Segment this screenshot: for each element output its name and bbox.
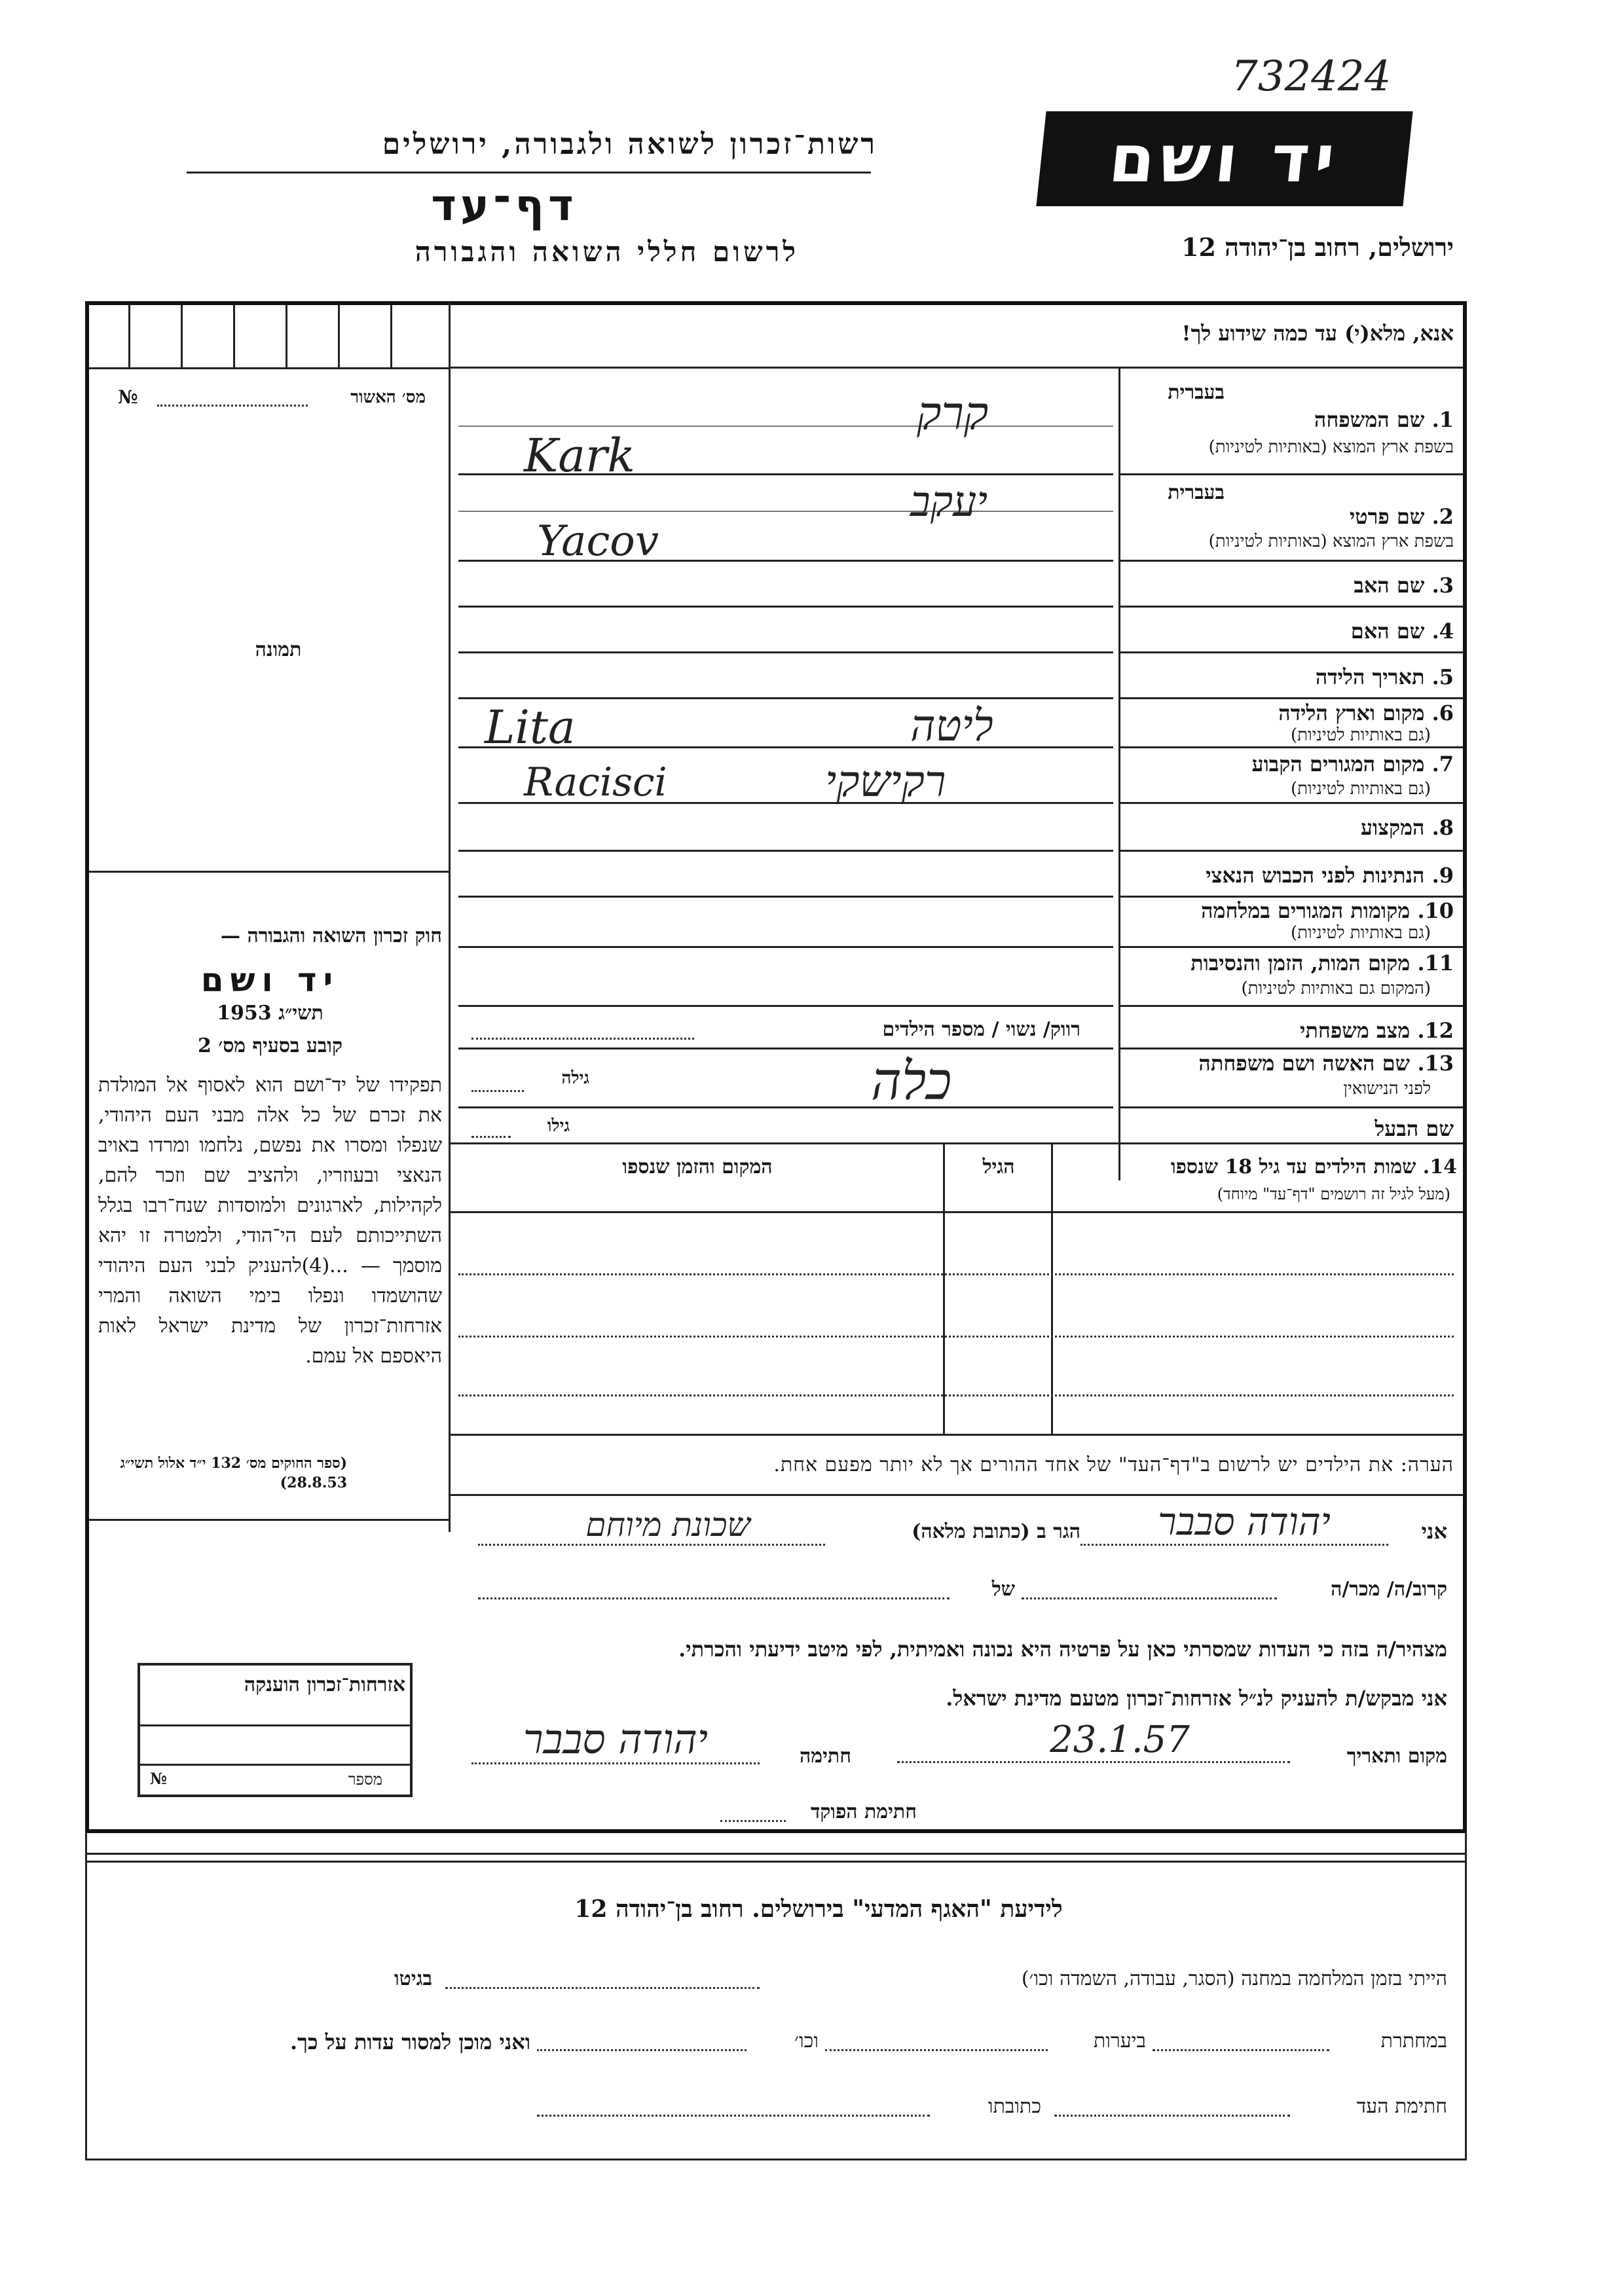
field-1-hebrew-tag: בעברית	[1168, 381, 1225, 404]
field-11-label: 11. מקום המות, הזמן והנסיבות	[1190, 951, 1454, 975]
field-6-label: 6. מקום וארץ הלידה	[1278, 701, 1454, 725]
field-10-sub: (גם באותיות לטיניות)	[1290, 923, 1431, 943]
law-clause: קובע בסעיף מס׳ 2	[197, 1034, 343, 1057]
field-7-value-latin[interactable]: Racisci	[524, 759, 667, 805]
etc-dots[interactable]	[537, 2049, 747, 2051]
citizenship-number-label: מספר	[348, 1770, 382, 1789]
forests-label: ביערות	[1093, 2030, 1146, 2052]
declarant-i-label: אני	[1421, 1519, 1447, 1544]
officer-dots[interactable]	[720, 1820, 786, 1822]
cert-no-field[interactable]	[157, 405, 308, 407]
sidebar-divider	[449, 301, 451, 1532]
camp-line: הייתי בזמן המלחמה במחנה (הסגר, עבודה, השמדה וכו׳)	[1021, 1967, 1447, 1990]
law-title: חוק זכרון השואה והגבורה —	[221, 924, 442, 947]
children-col-divider-1	[1051, 1142, 1053, 1434]
law-text: תפקידו של יד־ושם הוא לאסוף אל המולדת את זכרם של כל אלה מבני העם היהודי, שנפלו ומסרו את נפשם, נלחמו ומרדו באויב הנאצי ובעוזריו, ולהציב שם וזכר להם, לקהילות, לארגונים ולמוסדות שנח־רבו בגלל השתייכותם לעם הי־הודי, ולמטרה זו יהא מוסמך — ...(4)להעניק לבני העם היהודי שהושמדו ונפלו בימי השואה והמרי אזרחות־זכרון של מדינת ישראל לאות היאספם אל עמם.	[98, 1074, 443, 1368]
declarant-name[interactable]: יהודה סבבר	[1158, 1499, 1331, 1544]
archive-number: 732424	[1231, 52, 1392, 101]
children-col-divider-2	[943, 1142, 945, 1434]
field-2-value-latin[interactable]: Yacov	[537, 517, 659, 566]
field-7-label: 7. מקום המגורים הקבוע	[1251, 752, 1454, 776]
field-2-sub: בשפת ארץ המוצא (באותיות לטיניות)	[1208, 532, 1454, 551]
citizenship-no-sign: №	[150, 1769, 168, 1788]
field-6-value-he[interactable]: ליטה	[910, 701, 993, 751]
children-sub: (מעל לגיל זה רושמים "דף־עד" מיוחד)	[1217, 1185, 1450, 1203]
children-label: 14. שמות הילדים עד גיל 18 שנספו	[1170, 1156, 1457, 1178]
field-3-label: 3. שם האב	[1354, 573, 1454, 598]
field-13-sub: לפני הנישואין	[1343, 1079, 1431, 1099]
ready-label: ואני מוכן למסור עדות על כך.	[289, 2030, 530, 2054]
field-6-value-latin[interactable]: Lita	[485, 701, 576, 754]
declarant-name-dots	[1080, 1544, 1388, 1546]
children-age-col: הגיל	[982, 1156, 1015, 1178]
bottom-right-edge	[1465, 1833, 1467, 2160]
etc-label: וכו׳	[794, 2030, 819, 2052]
place-date-label: מקום ותאריך	[1346, 1745, 1447, 1768]
label-column-divider	[1118, 369, 1120, 1180]
declaration-text: מצהיר/ה בזה כי העדות שמסרתי כאן על פרטיה היא נכונה ואמיתית, לפי מיטב ידיעתי והכרתי.	[678, 1637, 1447, 1662]
field-10-label: 10. מקומות המגורים במלחמה	[1201, 898, 1454, 923]
relation-dots[interactable]	[1022, 1597, 1277, 1599]
no-sign: №	[118, 386, 138, 408]
of-dots[interactable]	[478, 1597, 950, 1599]
header-authority: רשות־זכרון לשואה ולגבורה, ירושלים	[382, 128, 877, 161]
logo-text: יד ושם	[1105, 120, 1344, 197]
field-1-value-he[interactable]: קרק	[917, 386, 989, 440]
address-label: כתובתו	[987, 2095, 1041, 2118]
witness-sig-label: חתימת העד	[1356, 2095, 1447, 2118]
of-label: של	[991, 1578, 1015, 1601]
field-9-label: 9. הנתינות לפני הכבוש הנאצי	[1206, 863, 1454, 888]
underground-label: במחתרת	[1380, 2030, 1447, 2052]
witness-sig-dots[interactable]	[1054, 2115, 1290, 2117]
field-12-options[interactable]: רווק/ נשוי / מספר הילדים	[882, 1018, 1080, 1041]
signature-value[interactable]: יהודה סבבר	[523, 1715, 708, 1763]
yad-vashem-logo	[1036, 111, 1412, 206]
note-text: הערה: את הילדים יש לרשום ב"דף־העד" של אחד ההורים אך לא יותר מפעם אחת.	[773, 1453, 1454, 1476]
field-2-value-he[interactable]: יעקב	[910, 478, 988, 526]
field-6-sub: (גם באותיות לטיניות)	[1290, 725, 1431, 745]
field-7-sub: (גם באותיות לטיניות)	[1290, 779, 1431, 799]
field-7-value-he[interactable]: רקישקי	[825, 756, 946, 807]
place-date-dots	[897, 1761, 1290, 1763]
ghetto-label: בגיטו	[394, 1967, 432, 1990]
declarant-address[interactable]: שכונת מיוחם	[585, 1506, 750, 1544]
camp-dots[interactable]	[445, 1987, 760, 1989]
children-row-3[interactable]	[458, 1394, 1454, 1396]
children-row-2[interactable]	[458, 1336, 1454, 1338]
photo-box-bottom	[89, 871, 449, 873]
bottom-bottom-edge	[85, 2159, 1467, 2160]
sidebar-law-bottom	[89, 1519, 451, 1521]
header-address: ירושלים, רחוב בן־יהודה 12	[1181, 232, 1454, 262]
address-dots[interactable]	[537, 2115, 930, 2117]
husband-label: שם הבעל	[1375, 1116, 1454, 1141]
cert-no-label: מס׳ האשור	[350, 388, 426, 407]
field-1-value-latin[interactable]: Kark	[524, 429, 635, 483]
husband-age-dots[interactable]	[471, 1136, 511, 1138]
instruction-rule	[451, 367, 1463, 369]
citizenship-box	[138, 1663, 413, 1797]
field-1-sub: בשפת ארץ המוצא (באותיות לטיניות)	[1208, 437, 1454, 457]
law-logo: יד ושם	[200, 961, 340, 999]
children-row-1[interactable]	[458, 1273, 1454, 1275]
field-12-label: 12. מצב משפחתי	[1300, 1018, 1454, 1043]
header-rule	[187, 172, 871, 173]
relation-label: קרוב/ה/ מכר/ה	[1331, 1578, 1447, 1601]
note-rule	[451, 1494, 1463, 1496]
date-value[interactable]: 23.1.57	[1050, 1719, 1190, 1761]
request-text: אני מבקש/ת להעניק לנ״ל אזרחות־זכרון מטעם מדינת ישראל.	[946, 1686, 1447, 1711]
field-13-label: 13. שם האשה ושם משפחתה	[1198, 1051, 1454, 1076]
field-12-dots	[471, 1038, 694, 1040]
bottom-left-edge	[85, 1833, 87, 2160]
children-header-rule	[451, 1211, 1463, 1213]
field-13-age-label: גילה	[561, 1068, 589, 1088]
declarant-resides-label: הגר ב (כתובת מלאה)	[912, 1520, 1080, 1543]
field-1-label: 1. שם המשפחה	[1314, 407, 1454, 432]
fields-bottom-rule	[451, 1142, 1463, 1144]
declarant-address-dots	[478, 1544, 825, 1546]
underground-dots[interactable]	[1153, 2049, 1329, 2051]
field-5-label: 5. תאריך הלידה	[1315, 665, 1454, 689]
photo-label: תמונה	[255, 638, 302, 661]
bottom-double-rule-1	[85, 1853, 1467, 1855]
officer-label: חתימת הפוקד	[810, 1800, 917, 1823]
form-subtitle: לרשום חללי השואה והגבורה	[415, 236, 799, 268]
children-place-col: המקום והזמן שנספו	[622, 1156, 773, 1178]
field-13-age-dots[interactable]	[471, 1090, 524, 1092]
header-cells	[89, 305, 449, 369]
children-bottom-rule	[451, 1434, 1463, 1436]
form-title: דף־עד	[431, 180, 578, 230]
bottom-double-rule-2	[85, 1861, 1467, 1863]
forests-dots[interactable]	[825, 2049, 1048, 2051]
law-year: תשי״ג 1953	[217, 1002, 323, 1025]
signature-label: חתימה	[800, 1745, 851, 1768]
bottom-title: לידיעת "האגף המדעי" בירושלים. רחוב בן־יהודה 12	[574, 1895, 1063, 1923]
field-2-label: 2. שם פרטי	[1349, 504, 1454, 529]
citizenship-title: אזרחות־זכרון הוענקה	[244, 1673, 405, 1696]
signature-dots	[471, 1762, 760, 1764]
husband-age-label: גילו	[547, 1116, 570, 1136]
field-13-value-he[interactable]: כלה	[871, 1051, 952, 1112]
law-ref: (ספר החוקים מס׳ 132 י״ד אלול תשי״ג 28.8.53)	[120, 1455, 347, 1491]
field-11-sub: (המקום גם באותיות לטיניות)	[1241, 979, 1431, 998]
field-2-hebrew-tag: בעברית	[1168, 481, 1225, 504]
field-8-label: 8. המקצוע	[1360, 815, 1454, 840]
field-4-label: 4. שם האם	[1350, 619, 1454, 644]
instruction-text: אנא, מלא(י) עד כמה שידוע לך!	[1181, 321, 1454, 346]
